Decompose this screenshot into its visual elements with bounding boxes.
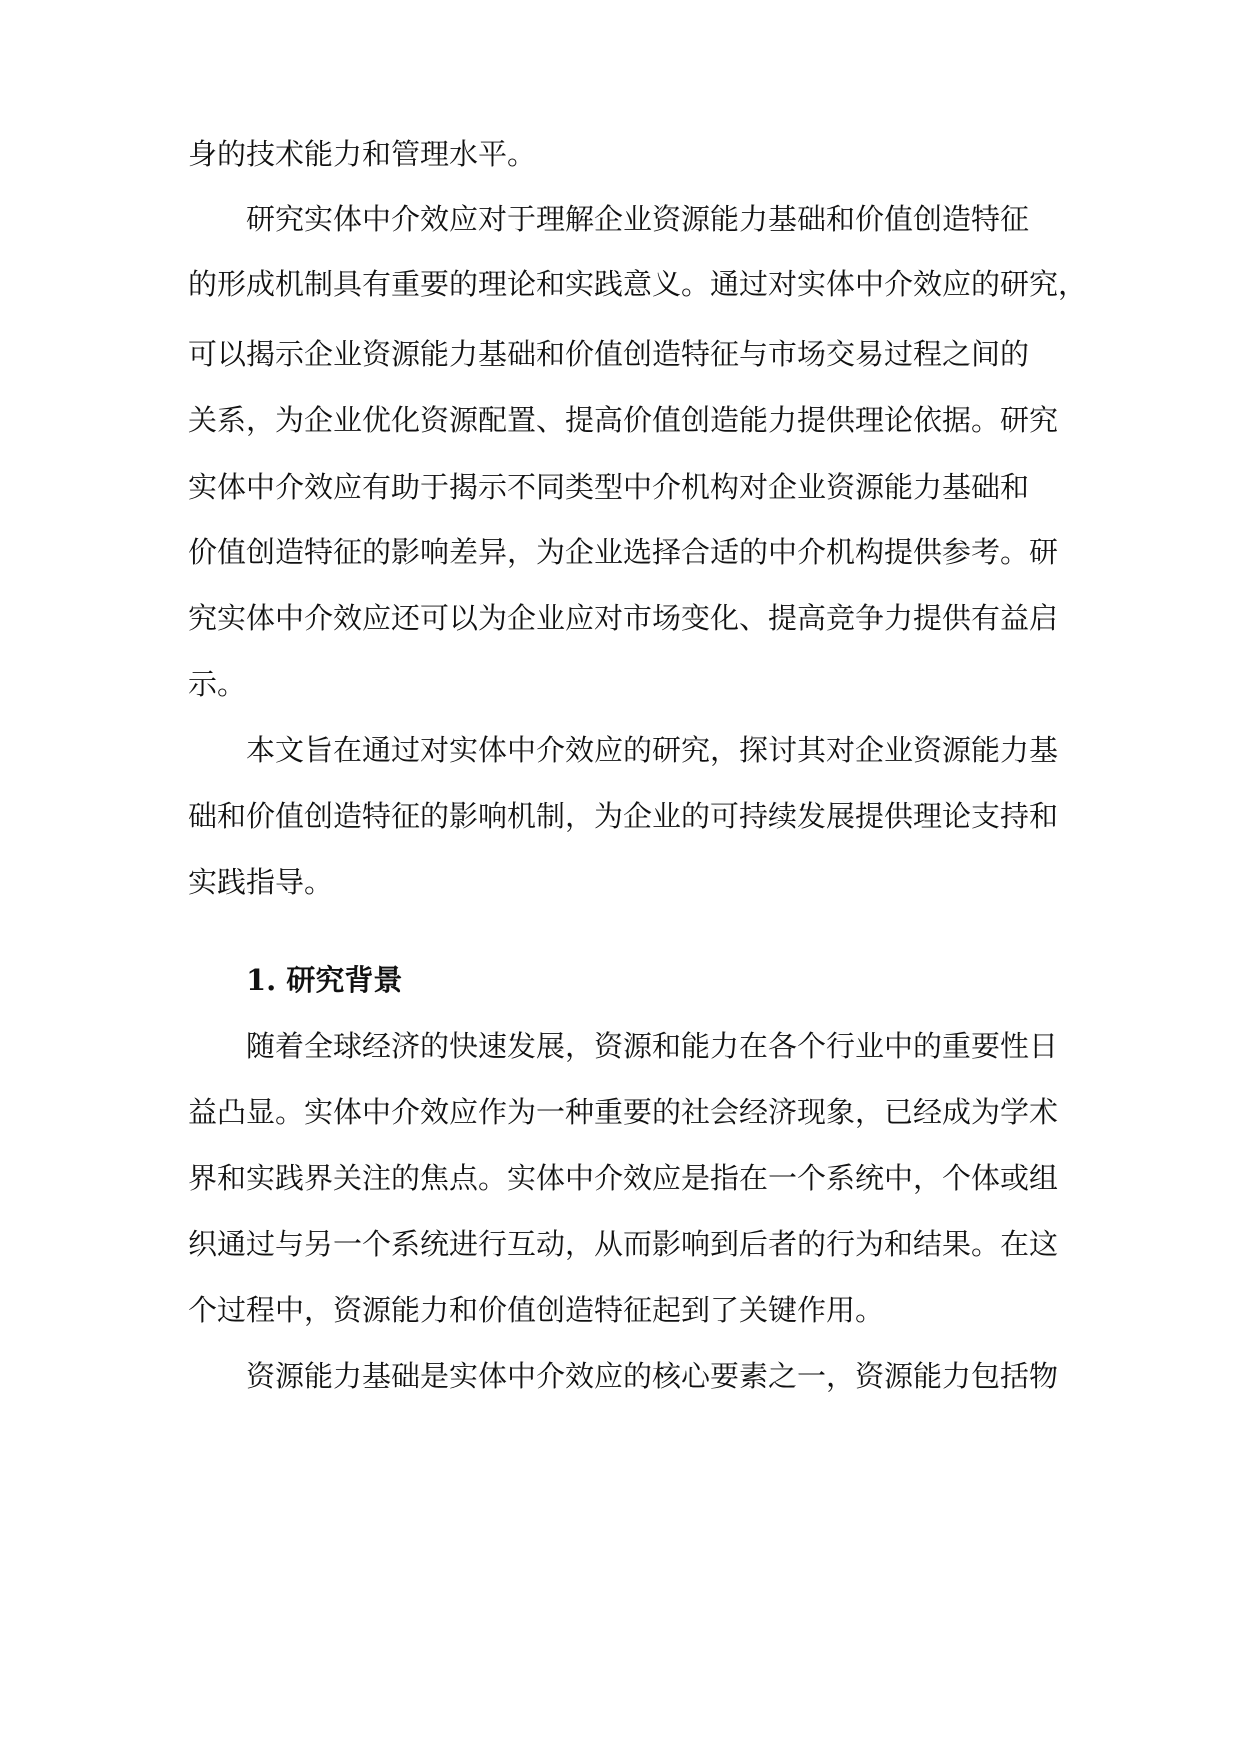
paragraph-line: 本文旨在通过对实体中介效应的研究，探讨其对企业资源能力基 — [246, 733, 1059, 767]
paragraph-line: 身的技术能力和管理水平。 — [188, 137, 537, 171]
section-heading: 1. 研究背景 — [246, 963, 403, 997]
paragraph-line: 究实体中介效应还可以为企业应对市场变化、提高竞争力提供有益启 — [188, 601, 1059, 635]
paragraph-line: 织通过与另一个系统进行互动，从而影响到后者的行为和结果。在这 — [188, 1227, 1059, 1261]
paragraph-line: 随着全球经济的快速发展，资源和能力在各个行业中的重要性日 — [246, 1029, 1059, 1063]
paragraph-line: 益凸显。实体中介效应作为一种重要的社会经济现象，已经成为学术 — [188, 1095, 1059, 1129]
paragraph-line: 实践指导。 — [188, 865, 334, 899]
paragraph-line: 可以揭示企业资源能力基础和价值创造特征与市场交易过程之间的 — [188, 337, 1030, 371]
paragraph-line: 关系，为企业优化资源配置、提高价值创造能力提供理论依据。研究 — [188, 403, 1059, 437]
paragraph-line: 研究实体中介效应对于理解企业资源能力基础和价值创造特征 — [246, 202, 1030, 236]
paragraph-line: 的形成机制具有重要的理论和实践意义。通过对实体中介效应的研究， — [188, 267, 1088, 301]
paragraph-line: 界和实践界关注的焦点。实体中介效应是指在一个系统中，个体或组 — [188, 1161, 1059, 1195]
paragraph-line: 示。 — [188, 667, 247, 701]
paragraph-line: 实体中介效应有助于揭示不同类型中介机构对企业资源能力基础和 — [188, 470, 1030, 504]
paragraph-line: 资源能力基础是实体中介效应的核心要素之一，资源能力包括物 — [246, 1359, 1059, 1393]
paragraph-line: 个过程中，资源能力和价值创造特征起到了关键作用。 — [188, 1293, 885, 1327]
paragraph-line: 价值创造特征的影响差异，为企业选择合适的中介机构提供参考。研 — [188, 535, 1059, 569]
paragraph-line: 础和价值创造特征的影响机制，为企业的可持续发展提供理论支持和 — [188, 799, 1059, 833]
